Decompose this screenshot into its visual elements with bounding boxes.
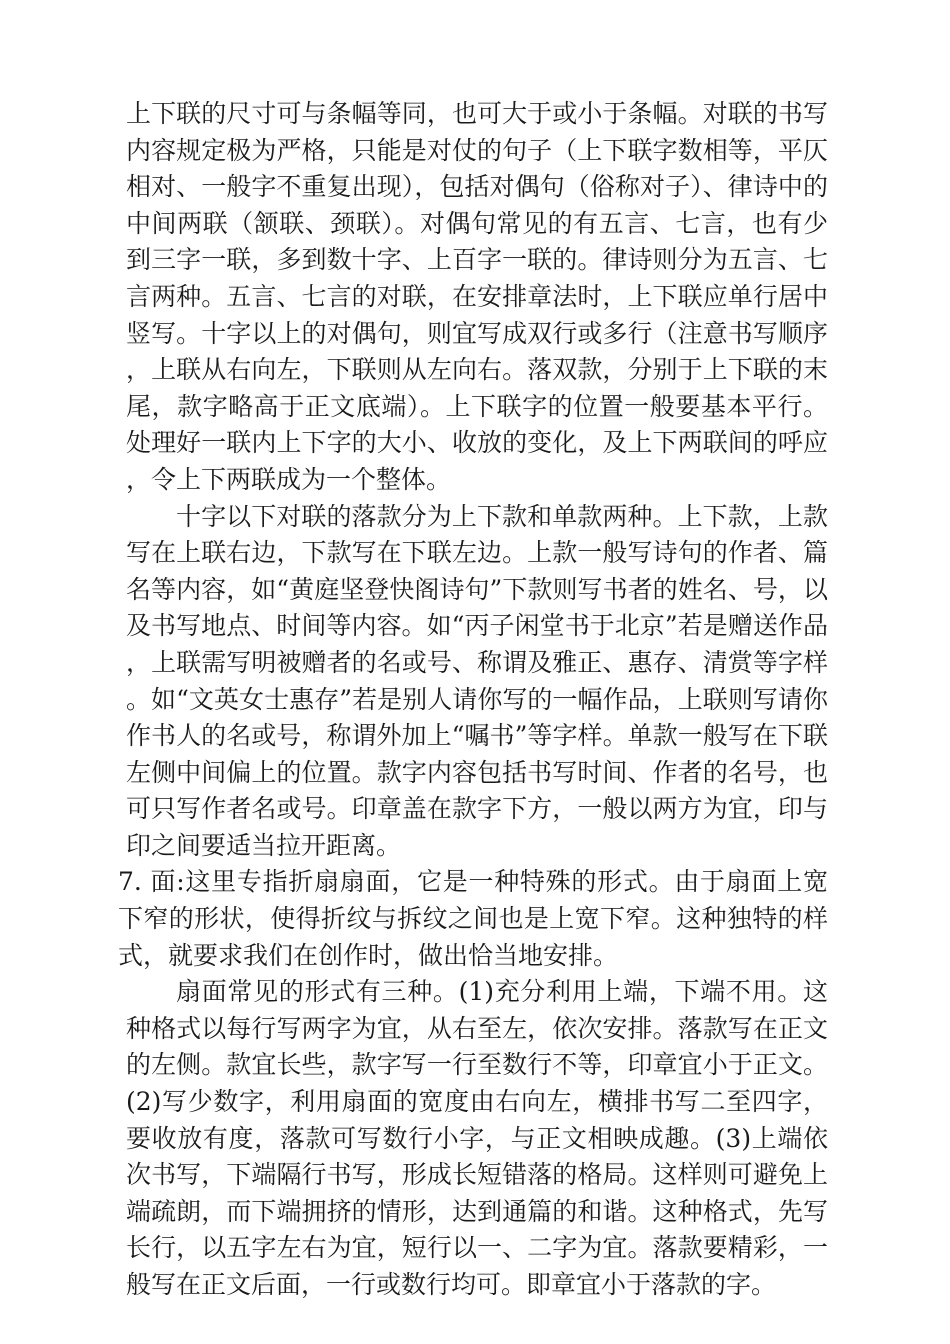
document-page <box>118 96 828 1304</box>
paragraph-fan-face-intro: 7. 面:这里专指折扇扇面，它是一种特殊的形式。由于扇面上宽下窄的形状，使得折纹与拆纹之间也是上宽下窄。这种独特的样式，就要求我们在创作时，做出恰当地安排。 <box>118 867 828 970</box>
paragraph-couplet-inscription: 十字以下对联的落款分为上下款和单款两种。上下款，上款写在上联右边，下款写在下联左边。上款一般写诗句的作者、篇名等内容，如“黄庭坚登快阁诗句”下款则写书者的姓名、号，以及书写地点、时间等内容。如“丙子闲堂书于北京”若是赠送作品，上联需写明被赠者的名或号、称谓及雅正、惠存、清赏等字样。如“文英女士惠存”若是别人请你写的一幅作品，上联则写请你作书人的名或号，称谓外加上“嘱书”等字样。单款一般写在下联左侧中间偏上的位置。款字内容包括书写时间、作者的名号，也可只写作者名或号。印章盖在款字下方，一般以两方为宜，印与印之间要适当拉开距离。 <box>126 501 828 860</box>
paragraph-fan-face-formats: 扇面常见的形式有三种。(1)充分利用上端，下端不用。这种格式以每行写两字为宜，从右至左，依次安排。落款写在正文的左侧。款宜长些，款字写一行至数行不等，印章宜小于正文。(2)写少数字，利用扇面的宽度由右向左，横排书写二至四字，要收放有度，落款可写数行小字，与正文相映成趣。(3)上端依次书写，下端隔行书写，形成长短错落的格局。这样则可避免上端疏朗，而下端拥挤的情形，达到通篇的和谐。这种格式，先写长行，以五字左右为宜，短行以一、二字为宜。落款要精彩，一般写在正文后面，一行或数行均可。即章宜小于落款的字。 <box>126 977 828 1299</box>
paragraph-couplet-content: 上下联的尺寸可与条幅等同，也可大于或小于条幅。对联的书写内容规定极为严格，只能是对仗的句子（上下联字数相等，平仄相对、一般字不重复出现），包括对偶句（俗称对子）、律诗中的中间两联（颔联、颈联）。对偶句常见的有五言、七言，也有少到三字一联，多到数十字、上百字一联的。律诗则分为五言、七言两种。五言、七言的对联，在安排章法时，上下联应单行居中竖写。十字以上的对偶句，则宜写成双行或多行（注意书写顺序，上联从右向左，下联则从左向右。落双款，分别于上下联的末尾，款字略高于正文底端）。上下联字的位置一般要基本平行。处理好一联内上下字的大小、收放的变化，及上下两联间的呼应，令上下两联成为一个整体。 <box>126 99 828 494</box>
